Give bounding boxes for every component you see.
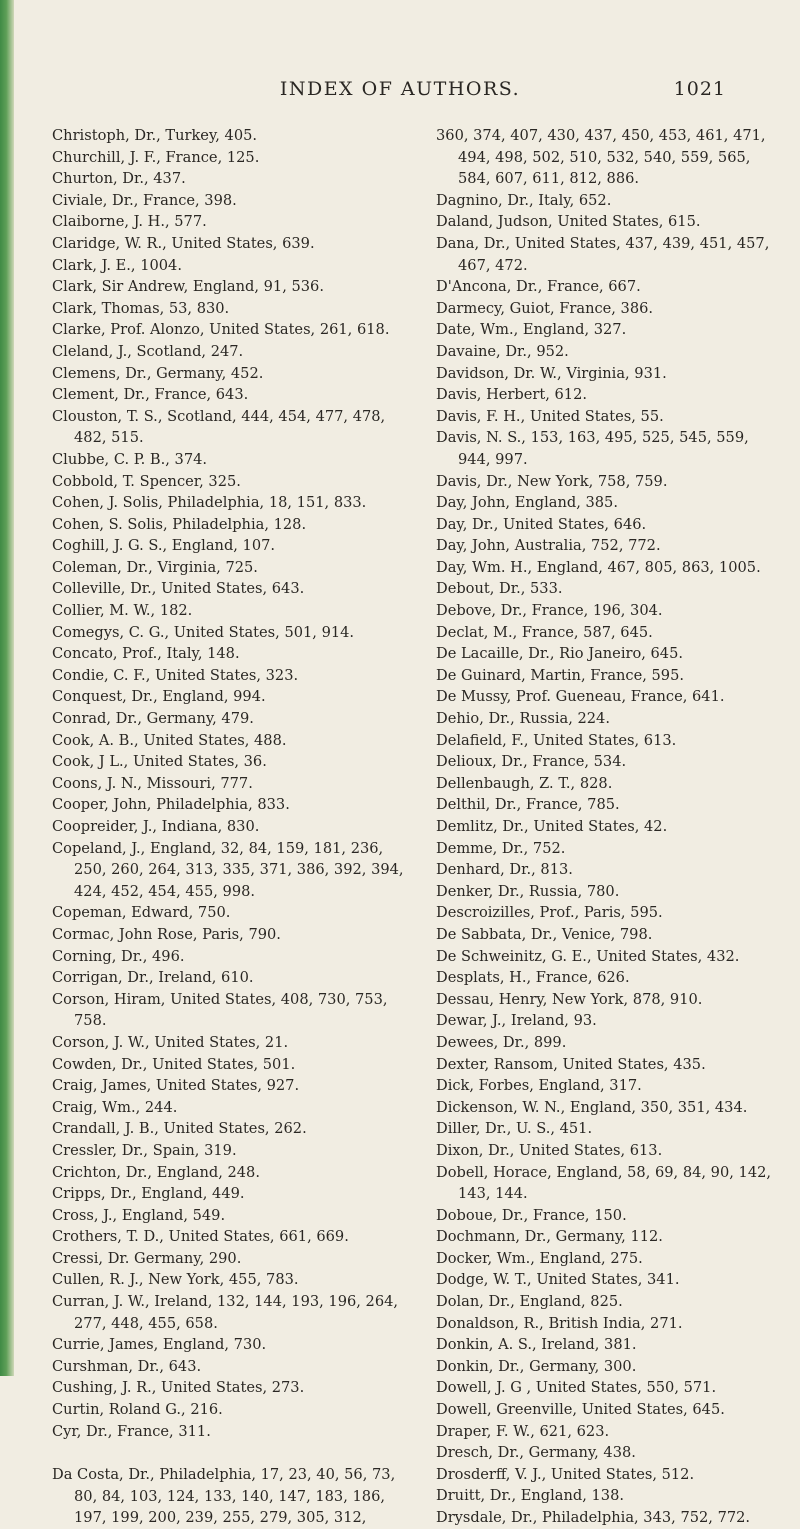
index-entry: Claiborne, J. H., 577. [52, 213, 207, 231]
index-entry: Druitt, Dr., England, 138. [436, 1487, 625, 1505]
index-entry: Dessau, Henry, New York, 878, 910. [436, 990, 703, 1008]
index-entry: Docker, Wm., England, 275. [436, 1249, 643, 1267]
index-entry: Cullen, R. J., New York, 455, 783. [52, 1271, 299, 1289]
index-entry: Cross, J., England, 549. [52, 1206, 226, 1224]
index-entry: Diller, Dr., U. S., 451. [436, 1120, 593, 1138]
index-entry: Dexter, Ransom, United States, 435. [436, 1055, 706, 1073]
index-entry: Comegys, C. G., United States, 501, 914. [52, 623, 355, 641]
index-entry: Conrad, Dr., Germany, 479. [52, 710, 254, 728]
index-entry: Delafield, F., United States, 613. [436, 731, 677, 749]
index-entry: Condie, C. F., United States, 323. [52, 666, 299, 684]
index-entry: Coons, J. N., Missouri, 777. [52, 774, 253, 792]
index-entry: Churchill, J. F., France, 125. [52, 148, 260, 166]
index-entry: Davis, N. S., 153, 163, 495, 525, 545, 559, 944, 997. [436, 429, 749, 468]
index-entry: Clemens, Dr., Germany, 452. [52, 364, 264, 382]
index-entry: Civiale, Dr., France, 398. [52, 191, 237, 209]
index-entry: Cohen, S. Solis, Philadelphia, 128. [52, 515, 307, 533]
index-entry: Davidson, Dr. W., Virginia, 931. [436, 364, 667, 382]
index-entry: Curtin, Roland G., 216. [52, 1401, 223, 1419]
index-entry: Delthil, Dr., France, 785. [436, 796, 620, 814]
index-entry: Denhard, Dr., 813. [436, 861, 573, 879]
index-entry: Dowell, Greenville, United States, 645. [436, 1401, 725, 1419]
index-entry: Cormac, John Rose, Paris, 790. [52, 925, 281, 943]
index-entry: De Mussy, Prof. Gueneau, France, 641. [436, 688, 725, 706]
index-entry: Copeman, Edward, 750. [52, 904, 231, 922]
index-entry: Dewar, J., Ireland, 93. [436, 1012, 597, 1030]
index-entry: Dochmann, Dr., Germany, 112. [436, 1228, 663, 1246]
index-entry: Craig, James, United States, 927. [52, 1077, 300, 1095]
index-entry: Cleland, J., Scotland, 247. [52, 342, 244, 360]
index-entry: Corrigan, Dr., Ireland, 610. [52, 969, 254, 987]
index-entry: Debove, Dr., France, 196, 304. [436, 602, 663, 620]
index-entry: Clubbe, C. P. B., 374. [52, 450, 208, 468]
index-entry: Clark, Thomas, 53, 830. [52, 299, 230, 317]
index-entry: Day, Wm. H., England, 467, 805, 863, 1005. [436, 558, 761, 576]
index-entry: Collier, M. W., 182. [52, 602, 193, 620]
index-entry: Day, Dr., United States, 646. [436, 515, 647, 533]
index-entry: Cripps, Dr., England, 449. [52, 1185, 245, 1203]
index-entry: Cook, J L., United States, 36. [52, 753, 267, 771]
index-entry: Day, John, England, 385. [436, 494, 618, 512]
index-entry: Declat, M., France, 587, 645. [436, 623, 653, 641]
index-entry: Date, Wm., England, 327. [436, 321, 627, 339]
index-entry: Clement, Dr., France, 643. [52, 386, 249, 404]
index-entry: Denker, Dr., Russia, 780. [436, 882, 620, 900]
index-entry: Coopreider, J., Indiana, 830. [52, 818, 260, 835]
index-entry: Donaldson, R., British India, 271. [436, 1314, 683, 1332]
index-entry: De Guinard, Martin, France, 595. [436, 666, 685, 684]
index-entry: Cook, A. B., United States, 488. [52, 731, 287, 749]
running-title: INDEX OF AUTHORS. [279, 78, 521, 100]
index-column-right [436, 125, 776, 1529]
index-entry: Davaine, Dr., 952. [436, 342, 569, 360]
index-entry: Darmecy, Guiot, France, 386. [436, 299, 654, 317]
index-entry: Clarke, Prof. Alonzo, United States, 261, 618. [52, 321, 390, 339]
index-entry: Conquest, Dr., England, 994. [52, 688, 266, 706]
index-entry: Cooper, John, Philadelphia, 833. [52, 796, 290, 814]
index-entry: Concato, Prof., Italy, 148. [52, 645, 240, 663]
index-entry: Day, John, Australia, 752, 772. [436, 537, 661, 555]
index-entry: Dick, Forbes, England, 317. [436, 1077, 642, 1095]
index-entry: Da Costa, Dr., Philadelphia, 17, 23, 40, 56, 73, 80, 84, 103, 124, 133, 140, 147, 183, 186, 197, 199, 200, 239, 255, 279, 305, 312, [52, 1466, 396, 1527]
index-entry: Clark, Sir Andrew, England, 91, 536. [52, 278, 324, 296]
index-entry: Crothers, T. D., United States, 661, 669. [52, 1228, 349, 1246]
index-entry: Curran, J. W., Ireland, 132, 144, 193, 196, 264, 277, 448, 455, 658. [52, 1293, 399, 1332]
index-entry: Drosderff, V. J., United States, 512. [436, 1465, 695, 1483]
index-entry: Dewees, Dr., 899. [436, 1033, 567, 1051]
index-entry: Clark, J. E., 1004. [52, 256, 182, 274]
index-column-left [52, 125, 412, 1529]
index-entry: Demlitz, Dr., United States, 42. [436, 818, 668, 835]
index-entry: Coleman, Dr., Virginia, 725. [52, 558, 258, 576]
index-entry: Cohen, J. Solis, Philadelphia, 18, 151, 833. [52, 494, 367, 512]
index-entry: D'Ancona, Dr., France, 667. [436, 278, 641, 296]
index-entry: Claridge, W. R., United States, 639. [52, 234, 315, 252]
index-entry: Dickenson, W. N., England, 350, 351, 434. [436, 1098, 748, 1116]
index-entry: Crichton, Dr., England, 248. [52, 1163, 260, 1181]
index-entry: Corning, Dr., 496. [52, 947, 185, 965]
index-entry: Dehio, Dr., Russia, 224. [436, 710, 610, 728]
index-entry: Clouston, T. S., Scotland, 444, 454, 477, 478, 482, 515. [52, 407, 386, 447]
index-entry: Dagnino, Dr., Italy, 652. [436, 191, 612, 209]
index-entry: Churton, Dr., 437. [52, 170, 186, 188]
index-entry: Craig, Wm., 244. [52, 1098, 178, 1116]
index-entry: Debout, Dr., 533. [436, 580, 563, 598]
index-entry: Desplats, H., France, 626. [436, 969, 630, 987]
index-entry: De Sabbata, Dr., Venice, 798. [436, 925, 653, 943]
index-entry: Davis, Dr., New York, 758, 759. [436, 472, 668, 490]
index-entry: Cowden, Dr., United States, 501. [52, 1055, 296, 1073]
index-entry: De Schweinitz, G. E., United States, 432. [436, 947, 740, 965]
index-entry: Cressler, Dr., Spain, 319. [52, 1141, 237, 1159]
index-entry: Davis, Herbert, 612. [436, 386, 588, 404]
index-entry: Dellenbaugh, Z. T., 828. [436, 774, 613, 792]
index-entry: Colleville, Dr., United States, 643. [52, 580, 305, 598]
index-entry: Dolan, Dr., England, 825. [436, 1293, 623, 1311]
index-entry: Coghill, J. G. S., England, 107. [52, 537, 276, 555]
index-entry: Corson, J. W., United States, 21. [52, 1033, 289, 1051]
page-header [0, 78, 800, 108]
index-entry: Cressi, Dr. Germany, 290. [52, 1249, 242, 1267]
index-entry: Dobell, Horace, England, 58, 69, 84, 90, 142, 143, 144. [436, 1163, 772, 1203]
index-entry: Crandall, J. B., United States, 262. [52, 1120, 307, 1138]
index-entry: Descroizilles, Prof., Paris, 595. [436, 904, 663, 922]
index-entry: Donkin, Dr., Germany, 300. [436, 1357, 637, 1375]
index-entry: Dowell, J. G , United States, 550, 571. [436, 1379, 717, 1397]
index-entry: Corson, Hiram, United States, 408, 730, 753, 758. [52, 990, 388, 1030]
index-entry: Copeland, J., England, 32, 84, 159, 181, 236, 250, 260, 264, 313, 335, 371, 386, 392, 394, 424, 452, 454, 455, 998. [52, 839, 404, 900]
index-entry: Currie, James, England, 730. [52, 1336, 267, 1354]
index-entry: Daland, Judson, United States, 615. [436, 213, 701, 231]
index-entry: Dodge, W. T., United States, 341. [436, 1271, 680, 1289]
index-entry: Curshman, Dr., 643. [52, 1357, 202, 1375]
index-entry: Davis, F. H., United States, 55. [436, 407, 664, 425]
index-entry: Demme, Dr., 752. [436, 839, 566, 857]
index-entry: 360, 374, 407, 430, 437, 450, 453, 461, 471, 494, 498, 502, 510, 532, 540, 559, 565, 584, 607, 611, 812, 886. [436, 127, 766, 188]
index-entry: Drysdale, Dr., Philadelphia, 343, 752, 772. [436, 1509, 751, 1526]
index-entry: Delioux, Dr., France, 534. [436, 753, 627, 771]
index-entry: De Lacaille, Dr., Rio Janeiro, 645. [436, 645, 684, 663]
page-number: 1021 [673, 78, 726, 100]
index-entry: Cushing, J. R., United States, 273. [52, 1379, 305, 1397]
index-entry: Cyr, Dr., France, 311. [52, 1422, 211, 1440]
index-entry: Dresch, Dr., Germany, 438. [436, 1444, 636, 1462]
book-binding-edge [0, 0, 14, 1376]
index-entry: Donkin, A. S., Ireland, 381. [436, 1336, 637, 1354]
index-entry: Cobbold, T. Spencer, 325. [52, 472, 241, 490]
index-entry: Doboue, Dr., France, 150. [436, 1206, 627, 1224]
index-entry: Dana, Dr., United States, 437, 439, 451, 457, 467, 472. [436, 234, 770, 274]
index-entry: Christoph, Dr., Turkey, 405. [52, 127, 258, 144]
index-entry: Draper, F. W., 621, 623. [436, 1422, 610, 1440]
index-entry: Dixon, Dr., United States, 613. [436, 1141, 663, 1159]
